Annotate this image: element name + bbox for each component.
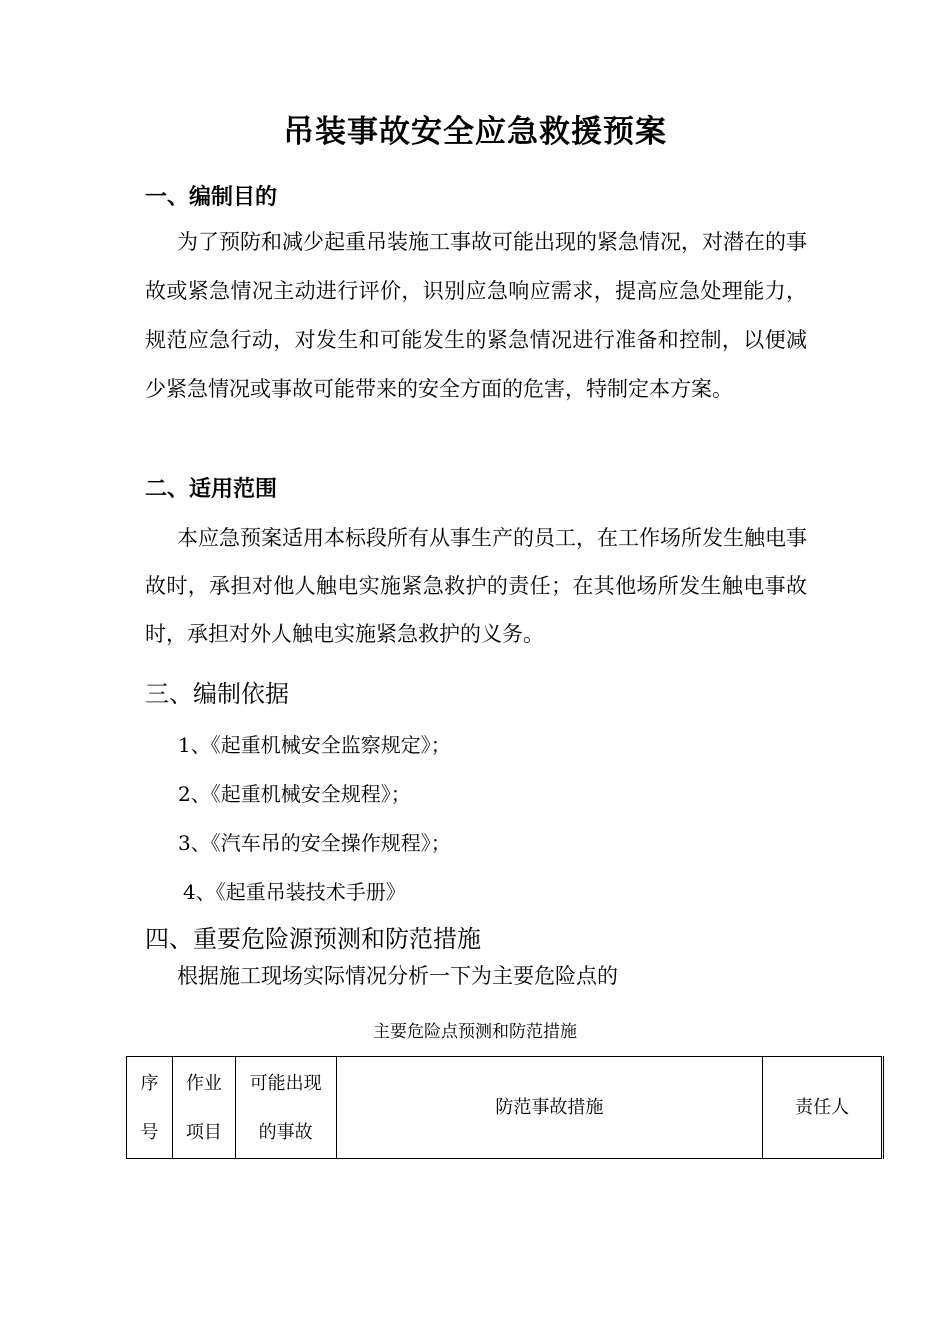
- section-2-body: 本应急预案适用本标段所有从事生产的员工，在工作场所发生触电事故时，承担对他人触电实施紧急救护的责任；在其他场所发生触电事故时，承担对外人触电实施紧急救护的义务。: [145, 526, 807, 646]
- header-accident-line1: 可能出现: [249, 1072, 322, 1094]
- section-4-heading: 四、重要危险源预测和防范措施: [145, 925, 481, 953]
- header-work-item-line2: 项目: [185, 1121, 222, 1143]
- section-4-analysis: 根据施工现场实际情况分析一下为主要危险点的: [177, 964, 618, 988]
- header-work-item-line1: 作业: [185, 1072, 222, 1094]
- reference-item-1: 1、《起重机械安全监察规定》；: [178, 733, 451, 757]
- section-1-heading: 一、编制目的: [145, 185, 278, 210]
- header-accident-line2: 的事故: [258, 1121, 313, 1143]
- header-cell-work-item: [172, 1057, 235, 1159]
- header-number-line1: 序: [140, 1072, 159, 1094]
- reference-item-2: 2、《起重机械安全规程》；: [178, 782, 411, 806]
- table-caption: 主要危险点预测和防范措施: [373, 1022, 577, 1042]
- document-title: 吊装事故安全应急救援预案: [283, 114, 667, 150]
- header-cell-measures: 防范事故措施: [336, 1057, 763, 1159]
- header-number-line2: 号: [140, 1121, 159, 1143]
- section-1-body: 为了预防和减少起重吊装施工事故可能出现的紧急情况，对潜在的事故或紧急情况主动进行评价，识别应急响应需求，提高应急处理能力，规范应急行动，对发生和可能发生的紧急情况进行准备和控制，以便减少紧急情况或事故可能带来的安全方面的危害，特制定本方案。: [145, 230, 807, 401]
- section-3-heading: 三、编制依据: [145, 680, 289, 708]
- reference-item-4: 4、《起重吊装技术手册》: [183, 880, 406, 904]
- header-cell-responsible: 责任人: [763, 1057, 883, 1159]
- table-header-row: [127, 1057, 883, 1159]
- reference-item-3: 3、《汽车吊的安全操作规程》；: [178, 831, 451, 855]
- section-2-heading: 二、适用范围: [145, 477, 278, 502]
- header-cell-number: [127, 1057, 173, 1159]
- header-cell-possible-accident: [235, 1057, 336, 1159]
- hazard-table: [126, 1056, 884, 1159]
